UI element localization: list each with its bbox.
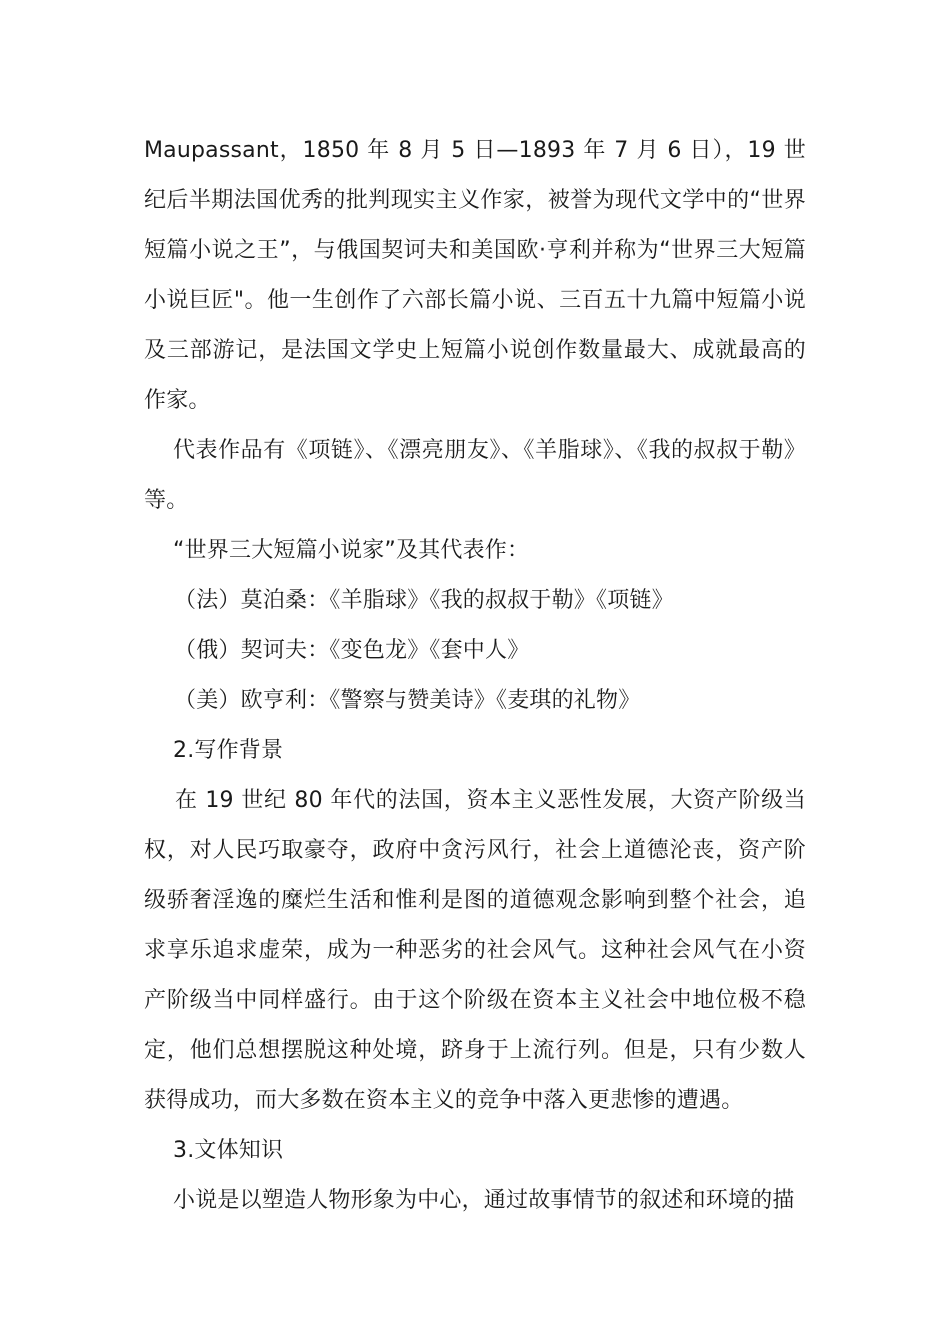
representative-works-paragraph: 代表作品有《项链》、《漂亮朋友》、《羊脂球》、《我的叔叔于勒》等。 xyxy=(144,438,806,513)
three-masters-intro: “世界三大短篇小说家”及其代表作： xyxy=(173,538,530,563)
document-page xyxy=(144,126,806,1226)
author-bio-paragraph: Maupassant，1850 年 8 月 5 日—1893 年 7 月 6 日），19 世纪后半期法国优秀的批判现实主义作家，被誉为现代文学中的“世界短篇小说之王”，与俄国契诃夫和美国欧·亨利并称为“世界三大短篇小说巨匠"。他一生创作了六部长篇小说、三百五十九篇中短篇小说及三部游记，是法国文学史上短篇小说创作数量最大、成就最高的作家。 xyxy=(144,138,806,413)
background-paragraph: 在 19 世纪 80 年代的法国，资本主义恶性发展，大资产阶级当权，对人民巧取豪夺，政府中贪污风行，社会上道德沦丧，资产阶级骄奢淫逸的糜烂生活和惟利是图的道德观念影响到整个社会，追求享乐追求虚荣，成为一种恶劣的社会风气。这种社会风气在小资产阶级当中同样盛行。由于这个阶级在资本主义社会中地位极不稳定，他们总想摆脱这种处境，跻身于上流行列。但是，只有少数人获得成功，而大多数在资本主义的竞争中落入更悲惨的遭遇。 xyxy=(144,788,806,1113)
genre-paragraph: 小说是以塑造人物形象为中心，通过故事情节的叙述和环境的描 xyxy=(173,1188,795,1213)
master-france-line: （法）莫泊桑：《羊脂球》《我的叔叔于勒》《项链》 xyxy=(174,588,674,613)
section-heading-genre: 3.文体知识 xyxy=(173,1138,284,1163)
master-russia-line: （俄）契诃夫：《变色龙》《套中人》 xyxy=(174,638,530,663)
master-usa-line: （美）欧亨利：《警察与赞美诗》《麦琪的礼物》 xyxy=(174,688,641,713)
section-heading-background: 2.写作背景 xyxy=(173,738,284,763)
